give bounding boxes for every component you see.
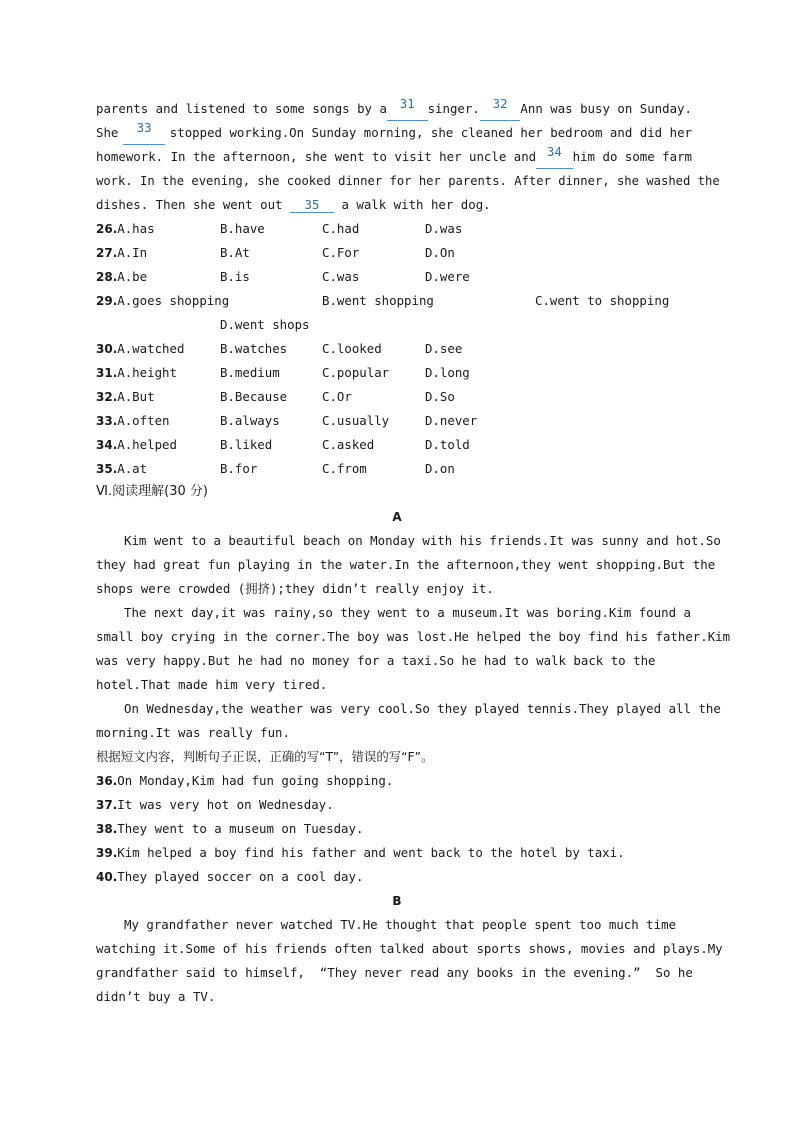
option-a: A.goes shopping (117, 293, 230, 308)
option-b: B.medium (220, 365, 280, 380)
tf-statement: On Monday,Kim had fun going shopping. (117, 773, 394, 788)
option-c: C.For (322, 245, 360, 260)
cloze-text: She (96, 125, 119, 140)
option-c: C.popular (322, 365, 390, 380)
tf-item-37 (96, 793, 334, 817)
cloze-text: parents and listened to some songs by a (96, 101, 387, 116)
tf-item-39 (96, 841, 625, 865)
option-b: B.liked (220, 437, 273, 452)
blank-32: 32 (480, 97, 521, 121)
section-title: Ⅵ.阅读理解(30 分) (96, 484, 208, 499)
passage-b-line: watching it.Some of his friends often talked about sports shows, movies and plays.My (96, 941, 723, 956)
option-a: A.helped (117, 437, 177, 452)
option-a: A.watched (117, 341, 185, 356)
blank-33: 33 (123, 121, 165, 145)
option-d: D.were (425, 269, 470, 284)
cloze-text: stopped working.On Sunday morning, she cleaned her bedroom and did her (169, 125, 692, 140)
option-a: A.In (117, 245, 148, 260)
cloze-line-3 (96, 145, 692, 169)
cloze-text: him do some farm (572, 149, 692, 164)
option-d: D.On (425, 245, 455, 260)
cloze-line-2 (96, 121, 692, 145)
option-d: D.was (425, 221, 463, 236)
passage-a-label: A (392, 510, 402, 524)
option-b: B.went shopping (322, 293, 434, 308)
passage-b-line: My grandfather never watched TV.He thought that people spent too much time (124, 917, 677, 932)
cloze-text: Ann was busy on Sunday. (520, 101, 692, 116)
option-b: B.for (220, 461, 258, 476)
passage-a-line: On Wednesday,the weather was very cool.So they played tennis.They played all the (124, 701, 721, 716)
passage-b-line: grandfather said to himself, “They never read any books in the evening.” So he (96, 965, 693, 980)
tf-instruction: 根据短文内容，判断句子正误，正确的写“T”，错误的写“F”。 (96, 749, 434, 764)
option-c: C.Or (322, 389, 352, 404)
tf-item-40 (96, 865, 363, 889)
question-number: 39. (96, 846, 118, 860)
passage-a-line: morning.It was really fun. (96, 725, 290, 740)
blank-35: 35 (290, 198, 334, 213)
question-number: 26. (96, 222, 118, 236)
question-number: 38. (96, 822, 118, 836)
cloze-text: dishes. Then she went out (96, 197, 283, 212)
question-number: 40. (96, 870, 118, 884)
option-d: D.went shops (220, 317, 310, 332)
option-b: B.At (220, 245, 250, 260)
option-c: C.from (322, 461, 367, 476)
cloze-text: a walk with her dog. (341, 197, 491, 212)
tf-statement: Kim helped a boy find his father and went back to the hotel by taxi. (117, 845, 625, 860)
cloze-text: homework. In the afternoon, she went to visit her uncle and (96, 149, 537, 164)
option-c: C.usually (322, 413, 390, 428)
cloze-line-5 (96, 193, 491, 217)
option-a: A.often (117, 413, 170, 428)
passage-b-line: didn’t buy a TV. (96, 989, 216, 1004)
option-b: B.always (220, 413, 280, 428)
option-d: D.see (425, 341, 463, 356)
tf-item-36 (96, 769, 393, 793)
option-a: A.be (117, 269, 148, 284)
option-d: D.never (425, 413, 478, 428)
option-d: D.told (425, 437, 470, 452)
passage-a-line: Kim went to a beautiful beach on Monday with his friends.It was sunny and hot.So (124, 533, 721, 548)
option-b: B.is (220, 269, 250, 284)
question-number: 29. (96, 294, 118, 308)
cloze-line-4: work. In the evening, she cooked dinner for her parents. After dinner, she washed the (96, 174, 720, 188)
option-a: A.has (117, 221, 155, 236)
option-a: A.height (117, 365, 177, 380)
question-number: 37. (96, 798, 118, 812)
tf-item-38 (96, 817, 363, 841)
question-number: 28. (96, 270, 118, 284)
cloze-text: singer. (427, 101, 480, 116)
option-d: D.long (425, 365, 470, 380)
passage-a-line: hotel.That made him very tired. (96, 677, 328, 692)
option-c: C.asked (322, 437, 375, 452)
question-number: 34. (96, 438, 118, 452)
passage-a-line: they had great fun playing in the water.In the afternoon,they went shopping.But the (96, 557, 716, 572)
option-a: A.at (117, 461, 148, 476)
option-c: C.had (322, 221, 360, 236)
passage-a-line: shops were crowded (拥挤);they didn’t really enjoy it. (96, 581, 494, 596)
question-number: 35. (96, 462, 118, 476)
tf-statement: They went to a museum on Tuesday. (117, 821, 364, 836)
option-b: B.watches (220, 341, 288, 356)
tf-statement: They played soccer on a cool day. (117, 869, 364, 884)
option-c: C.was (322, 269, 360, 284)
question-number: 32. (96, 390, 118, 404)
question-number: 30. (96, 342, 118, 356)
option-d: D.on (425, 461, 455, 476)
passage-b-label: B (392, 894, 402, 908)
option-b: B.have (220, 221, 265, 236)
passage-a-line: was very happy.But he had no money for a taxi.So he had to walk back to the (96, 653, 656, 668)
question-number: 27. (96, 246, 118, 260)
blank-34: 34 (536, 145, 573, 169)
option-c: C.looked (322, 341, 382, 356)
option-d: D.So (425, 389, 455, 404)
option-c: C.went to shopping (535, 293, 670, 308)
question-number: 36. (96, 774, 118, 788)
passage-a-line: The next day,it was rainy,so they went to a museum.It was boring.Kim found a (124, 605, 691, 620)
question-number: 33. (96, 414, 118, 428)
option-a: A.But (117, 389, 155, 404)
passage-a-line: small boy crying in the corner.The boy was lost.He helped the boy find his father.Kim (96, 629, 731, 644)
tf-statement: It was very hot on Wednesday. (117, 797, 334, 812)
blank-31: 31 (387, 97, 428, 121)
question-number: 31. (96, 366, 118, 380)
cloze-line-1 (96, 97, 692, 121)
option-b: B.Because (220, 389, 288, 404)
